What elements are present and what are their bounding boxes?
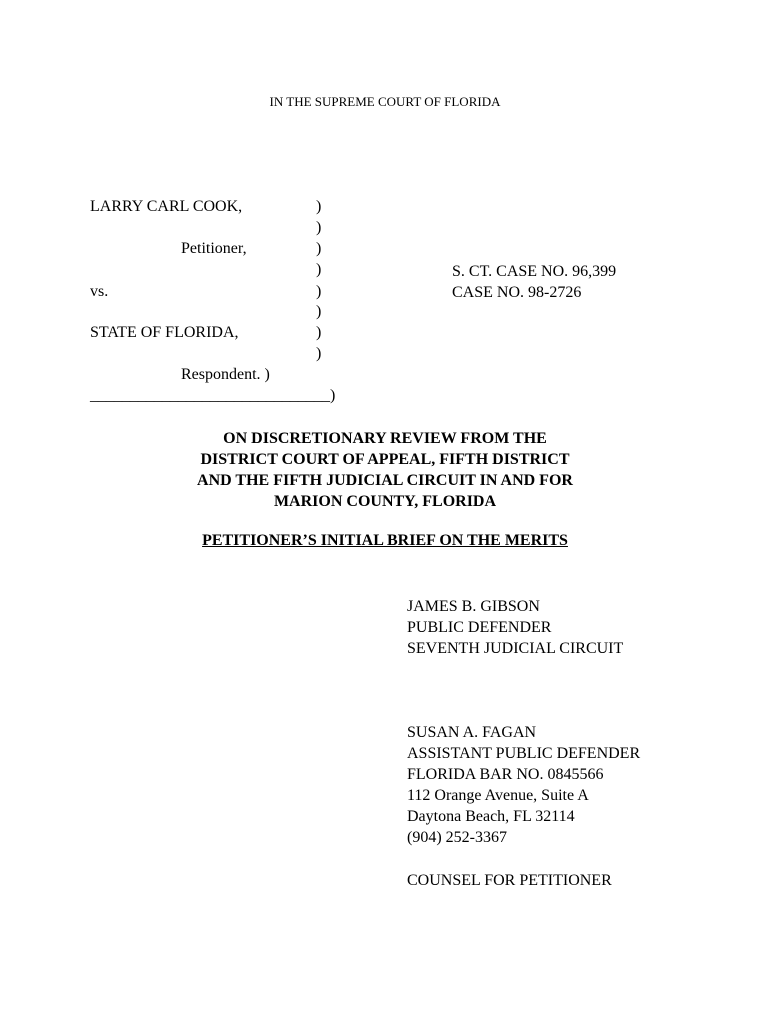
petitioner-name: LARRY CARL COOK, — [90, 198, 243, 215]
public-defender-line: PUBLIC DEFENDER — [407, 619, 552, 636]
counsel-title: ASSISTANT PUBLIC DEFENDER — [407, 745, 641, 762]
review-heading-line: ON DISCRETIONARY REVIEW FROM THE — [223, 430, 547, 447]
counsel-bar-number: FLORIDA BAR NO. 0845566 — [407, 766, 604, 783]
counsel-address-street: 112 Orange Avenue, Suite A — [407, 787, 589, 804]
caption-paren: ) — [316, 303, 322, 320]
counsel-role: COUNSEL FOR PETITIONER — [407, 872, 612, 889]
petitioner-role: Petitioner, — [181, 240, 247, 257]
caption-paren: ) — [316, 324, 322, 341]
review-heading-line: AND THE FIFTH JUDICIAL CIRCUIT IN AND FOR — [197, 472, 573, 489]
district-case-number: CASE NO. 98-2726 — [452, 284, 582, 301]
counsel-phone: (904) 252-3367 — [407, 829, 507, 846]
versus-label: vs. — [90, 283, 109, 300]
review-heading — [0, 428, 770, 512]
caption-signature-line: ______________________________) — [90, 387, 336, 404]
caption-paren: ) — [316, 219, 322, 236]
brief-title: PETITIONER’S INITIAL BRIEF ON THE MERITS — [202, 532, 568, 549]
caption-paren: ) — [316, 283, 322, 300]
caption-paren: ) — [316, 261, 322, 278]
counsel-block — [407, 722, 640, 848]
caption-paren: ) — [316, 240, 322, 257]
case-numbers — [452, 261, 616, 303]
public-defender-line: JAMES B. GIBSON — [407, 598, 540, 615]
respondent-role: Respondent. ) — [181, 366, 270, 383]
respondent-name: STATE OF FLORIDA, — [90, 324, 239, 341]
supreme-court-case-number: S. CT. CASE NO. 96,399 — [452, 263, 617, 280]
review-heading-line: DISTRICT COURT OF APPEAL, FIFTH DISTRICT — [200, 451, 570, 468]
caption-paren: ) — [316, 345, 322, 362]
caption-paren: ) — [316, 198, 322, 215]
review-heading-line: MARION COUNTY, FLORIDA — [273, 493, 497, 510]
public-defender-block — [407, 596, 623, 659]
public-defender-line: SEVENTH JUDICIAL CIRCUIT — [407, 640, 624, 657]
counsel-address-city: Daytona Beach, FL 32114 — [407, 808, 575, 825]
court-heading: IN THE SUPREME COURT OF FLORIDA — [269, 94, 501, 109]
counsel-name: SUSAN A. FAGAN — [407, 724, 537, 741]
